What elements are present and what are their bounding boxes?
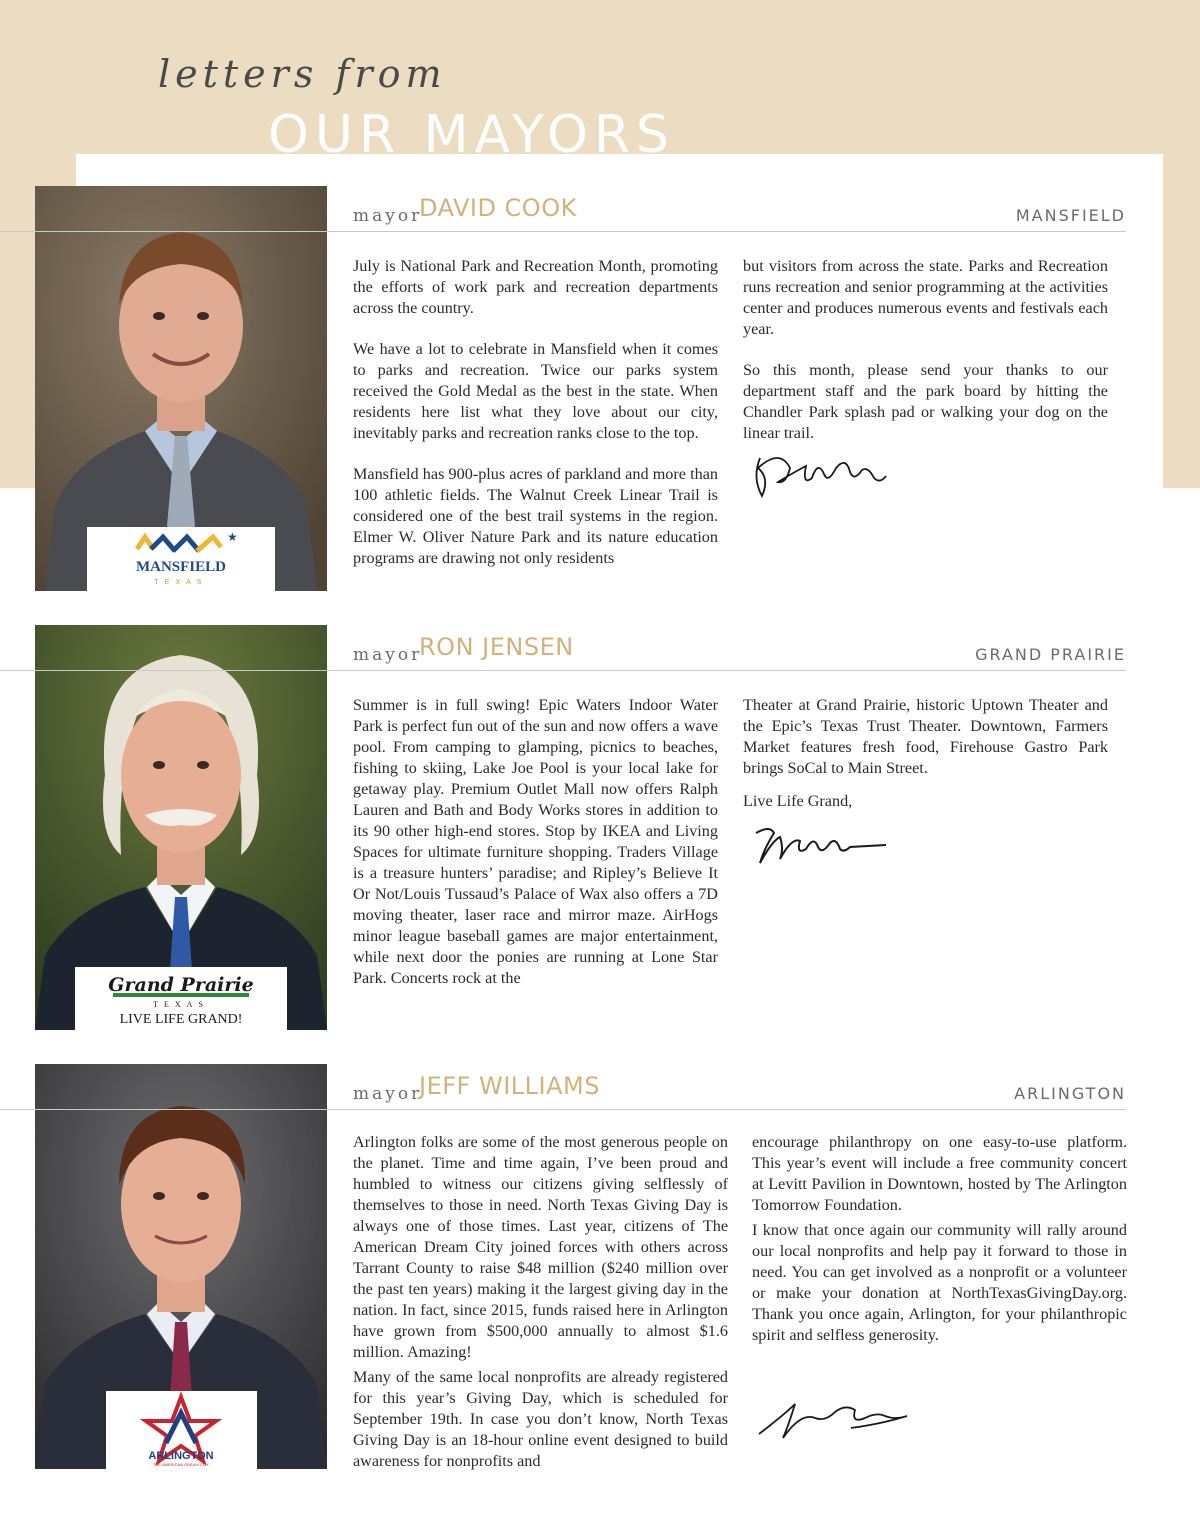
logo-subtext: TEXAS — [153, 1000, 209, 1009]
logo-subtext: THE AMERICAN DREAM CITY — [153, 1462, 209, 1467]
closing-line: Live Life Grand, — [743, 792, 853, 810]
letter-column-left — [353, 1132, 728, 1484]
header-main-title: OUR MAYORS — [268, 105, 676, 154]
paragraph: encourage philanthropy on one easy-to-use platform. This year’s event will include a free community concert at Levitt Pavilion in Downtown, hosted by The Arlington Tomorrow Foundation. — [752, 1133, 1127, 1214]
header-script-title: letters from — [158, 52, 447, 96]
mayor-name: JEFF WILLIAMS — [419, 1072, 600, 1100]
letter-column-right — [743, 695, 1108, 824]
paragraph: Many of the same local nonprofits are already registered for this year’s Giving Day, which is scheduled for September 19th. In case you don’t know, North Texas Giving Day is an 18-hour online event designed to build awareness for nonprofits and — [353, 1368, 728, 1470]
signature-image — [755, 1394, 915, 1444]
arlington-logo — [106, 1391, 257, 1469]
paragraph: Summer is in full swing! Epic Waters Indoor Water Park is perfect fun out of the sun and now offers a wave pool. From camping to glamping, picnics to beaches, fishing to skiing, Lake Joe Pool is your local lake for getaway play. Premium Outlet Mall now offers Ralph Lauren and Bath and Body Works stores in addition to its 90 other high-end stores. Stop by IKEA and Living Spaces for ultimate furniture shopping. Traders Village is a treasure hunters’ paradise; and Ripley’s Believe It Or Not/Louis Tussaud’s Palace of Wax also offers a 7D moving theater, laser race and mirror maze. AirHogs minor league baseball games are major entertainment, while next door the ponies are running at Lone Star Park. Concerts rock at the — [353, 696, 718, 987]
divider — [0, 231, 1126, 232]
paragraph: Mansfield has 900-plus acres of parkland and more than 100 athletic fields. The Walnut Creek Linear Trail is considered one of the best trail systems in the region. Elmer W. Oliver Nature Park and its nature education programs are drawing not only residents — [353, 465, 718, 567]
mayor-label: mayor — [353, 206, 423, 226]
paragraph: but visitors from across the state. Parks and Recreation runs recreation and senior programming at the activities center and produces numerous events and festivals each year. — [743, 257, 1108, 338]
divider — [0, 1109, 1126, 1110]
paragraph: Theater at Grand Prairie, historic Uptown Theater and the Epic’s Texas Trust Theater. Downtown, Farmers Market features fresh food, Firehouse Gastro Park brings SoCal to Main Street. — [743, 696, 1108, 777]
letter-column-left — [353, 256, 718, 581]
mayor-name-row — [353, 633, 1126, 669]
mansfield-logo — [87, 527, 275, 591]
svg-text:★: ★ — [227, 530, 238, 544]
paragraph: Arlington folks are some of the most generous people on the planet. Time and time again, I’ve been proud and humbled to witness our citizens giving selflessly of themselves to those in need. North Texas Giving Day is always one of those times. Last year, citizens of The American Dream City joined forces with others across Tarrant County to raise $48 million ($240 million over the past ten years) making it the largest giving day in the nation. In fact, since 2015, funds raised here in Arlington have grown from $500,000 annually to almost $1.6 million. Amazing! — [353, 1133, 728, 1361]
mayor-label: mayor — [353, 645, 423, 665]
letter-column-right — [743, 256, 1108, 456]
mayor-name: RON JENSEN — [419, 633, 574, 661]
mayor-name-row — [353, 1072, 1126, 1108]
logo-text: Grand Prairie — [108, 974, 254, 996]
mayor-name-row — [353, 194, 1126, 230]
grand-prairie-logo — [75, 967, 287, 1030]
logo-subtext: TEXAS — [154, 579, 208, 586]
letter-column-right — [752, 1132, 1127, 1358]
paragraph: We have a lot to celebrate in Mansfield when it comes to parks and recreation. Twice our parks system received the Gold Medal as the best in the state. When residents here list what they love about our city, inevitably parks and recreation ranks close to the top. — [353, 340, 718, 442]
divider — [0, 670, 1126, 671]
signature-image — [750, 438, 890, 508]
city-name: ARLINGTON — [1014, 1084, 1126, 1103]
paragraph: So this month, please send your thanks to our department staff and the park board by hitting the Chandler Park splash pad or walking your dog on the linear trail. — [743, 361, 1108, 442]
city-name: MANSFIELD — [1015, 206, 1126, 225]
logo-text: ARLINGTON — [148, 1450, 214, 1462]
mayor-label: mayor — [353, 1084, 423, 1104]
logo-text: MANSFIELD — [135, 559, 227, 575]
mayor-name: DAVID COOK — [419, 194, 577, 222]
logo-tagline: LIVE LIFE GRAND! — [119, 1012, 243, 1027]
paragraph: July is National Park and Recreation Month, promoting the efforts of work park and recreation departments across the country. — [353, 257, 718, 317]
paragraph: I know that once again our community will rally around our local nonprofits and help pay it forward to those in need. You can get involved as a nonprofit or a volunteer or make your donation at NorthTexasGivingDay.org. Thank you once again, Arlington, for your philanthropic spirit and selfless generosity. — [752, 1221, 1127, 1344]
letter-column-left — [353, 695, 718, 1001]
signature-image — [750, 819, 890, 869]
city-name: GRAND PRAIRIE — [975, 645, 1126, 664]
